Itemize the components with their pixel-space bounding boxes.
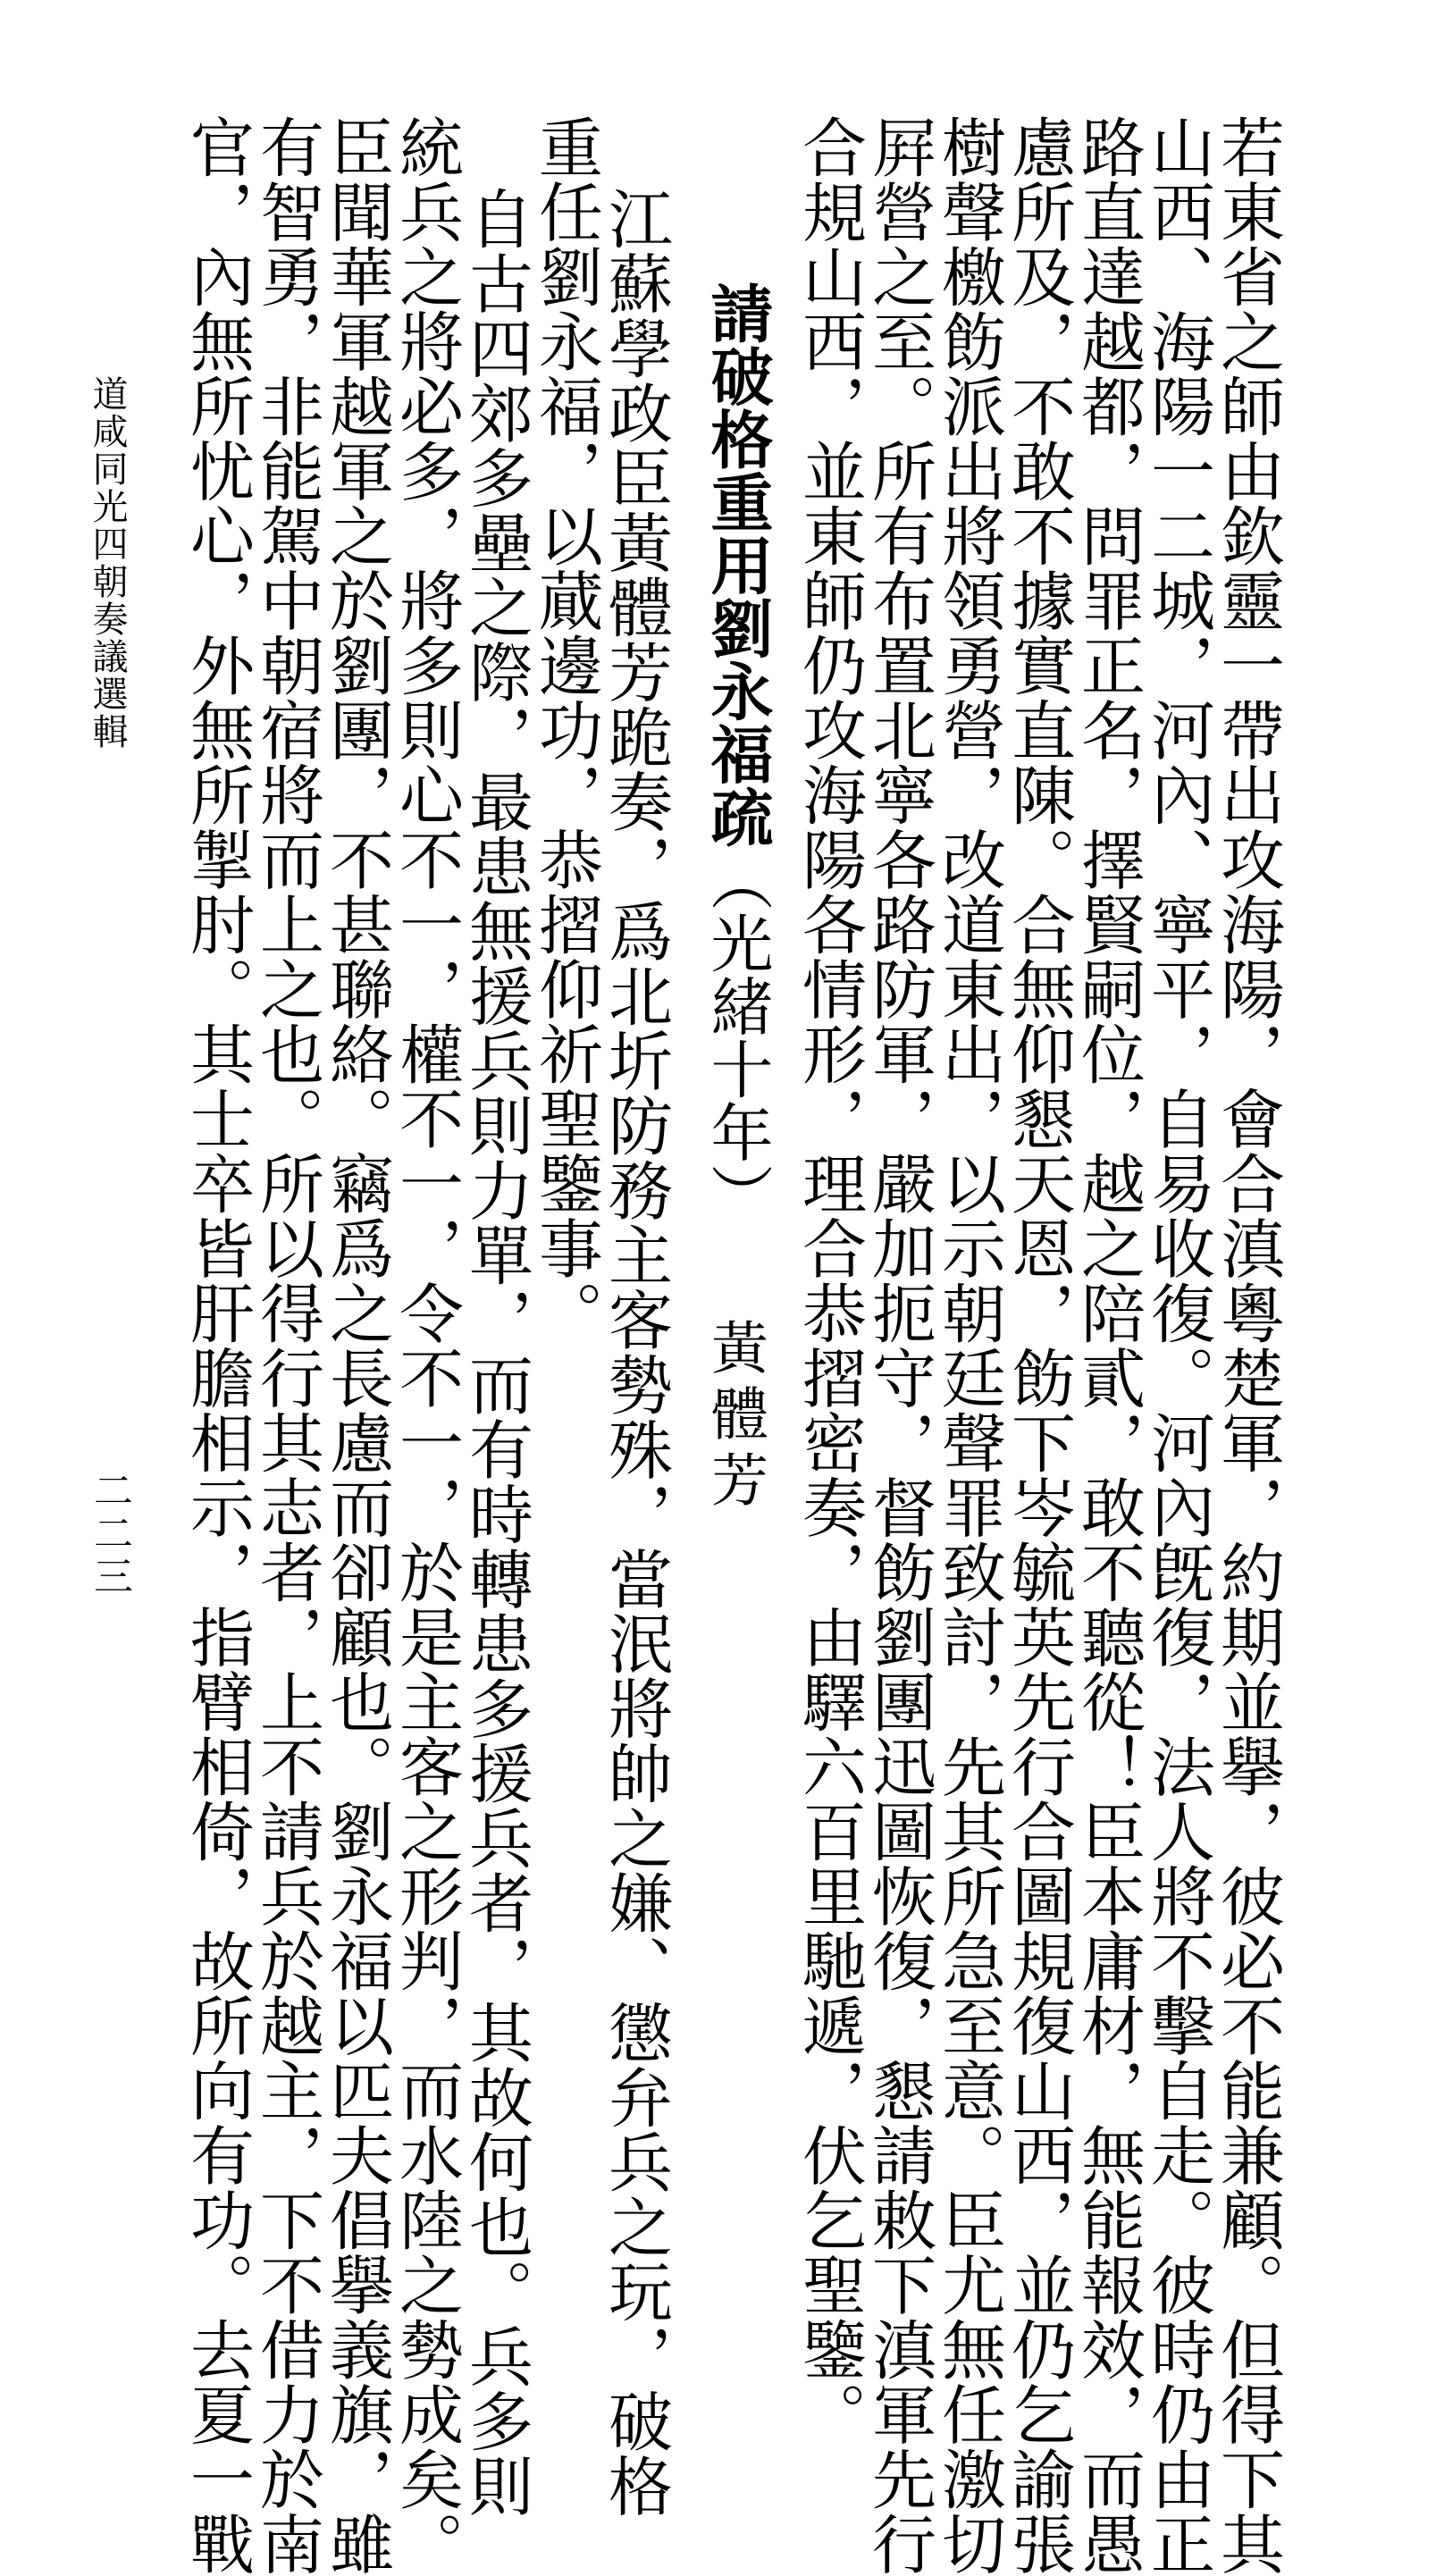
memorial-title xyxy=(701,281,775,1227)
text-column: 若東省之師由欽靈一帶出攻海陽，會合滇粵楚軍，約期並擧，彼必不能兼顧。但得下其 xyxy=(1210,114,1285,2576)
text-column: 自古四郊多壘之際，最患無援兵則力單，而有時轉患多援兵者，其故何也。兵多則 xyxy=(458,186,533,2518)
text-column: 江蘇學政臣黃體芳跪奏，爲北圻防務主客勢殊，當泯將帥之嫌、懲弁兵之玩，破格 xyxy=(598,186,673,2518)
text-column: 官，內無所忧心，外無所掣肘。其士卒皆肝膽相示，指臂相倚，故所向有功。去夏一戰 xyxy=(180,114,255,2576)
text-column: 屛營之至。所有布置北寧各路防軍，嚴加扼守，督飭劉團迅圖恢復，懇請敕下滇軍先行 xyxy=(861,114,936,2576)
text-column: 慮所及，不敢不據實直陳。合無仰懇天恩，飭下岑毓英先行合圖規復山西，並仍乞諭張 xyxy=(1001,114,1076,2576)
text-column: 山西、海陽一二城，河內、寧平，自易收復。河內旣復，法人將不擊自走。彼時仍由正 xyxy=(1140,114,1215,2576)
text-column: 路直達越都，問罪正名，擇賢嗣位，越之陪貳，敢不聽從！臣本庸材，無能報效，而愚 xyxy=(1070,114,1146,2576)
text-column: 樹聲檄飭派出將領勇營，改道東出，以示朝廷聲罪致討，先其所急至意。臣尤無任激切 xyxy=(931,114,1006,2576)
text-column: 合規山西，並東師仍攻海陽各情形，理合恭摺密奏，由驛六百里馳遞，伏乞聖鑒。 xyxy=(792,114,867,2446)
memorial-title-note: （光緒十年） xyxy=(701,848,774,1227)
memorial-author: 黃體芳 xyxy=(701,1318,768,1516)
text-column: 有智勇，非能駕中朝宿將而上之也。所以得行其志者，上不請兵於越主，下不借力於南 xyxy=(249,114,324,2576)
page-number: 二二三 xyxy=(87,1470,132,1598)
text-column: 臣聞華軍越軍之於劉團，不甚聯絡。竊爲之長慮而卻顧也。劉永福以匹夫倡擧義旗，雖 xyxy=(319,114,394,2576)
memorial-title-text: 請破格重用劉永福疏 xyxy=(701,281,775,849)
running-title: 道咸同光四朝奏議選輯 xyxy=(87,375,128,751)
text-column: 統兵之將必多，將多則心不一，權不一，令不一，於是主客之形判，而水陸之勢成矣。 xyxy=(389,114,464,2576)
text-column: 重任劉永福，以蕆邊功，恭摺仰祈聖鑒事。 xyxy=(528,114,603,1346)
